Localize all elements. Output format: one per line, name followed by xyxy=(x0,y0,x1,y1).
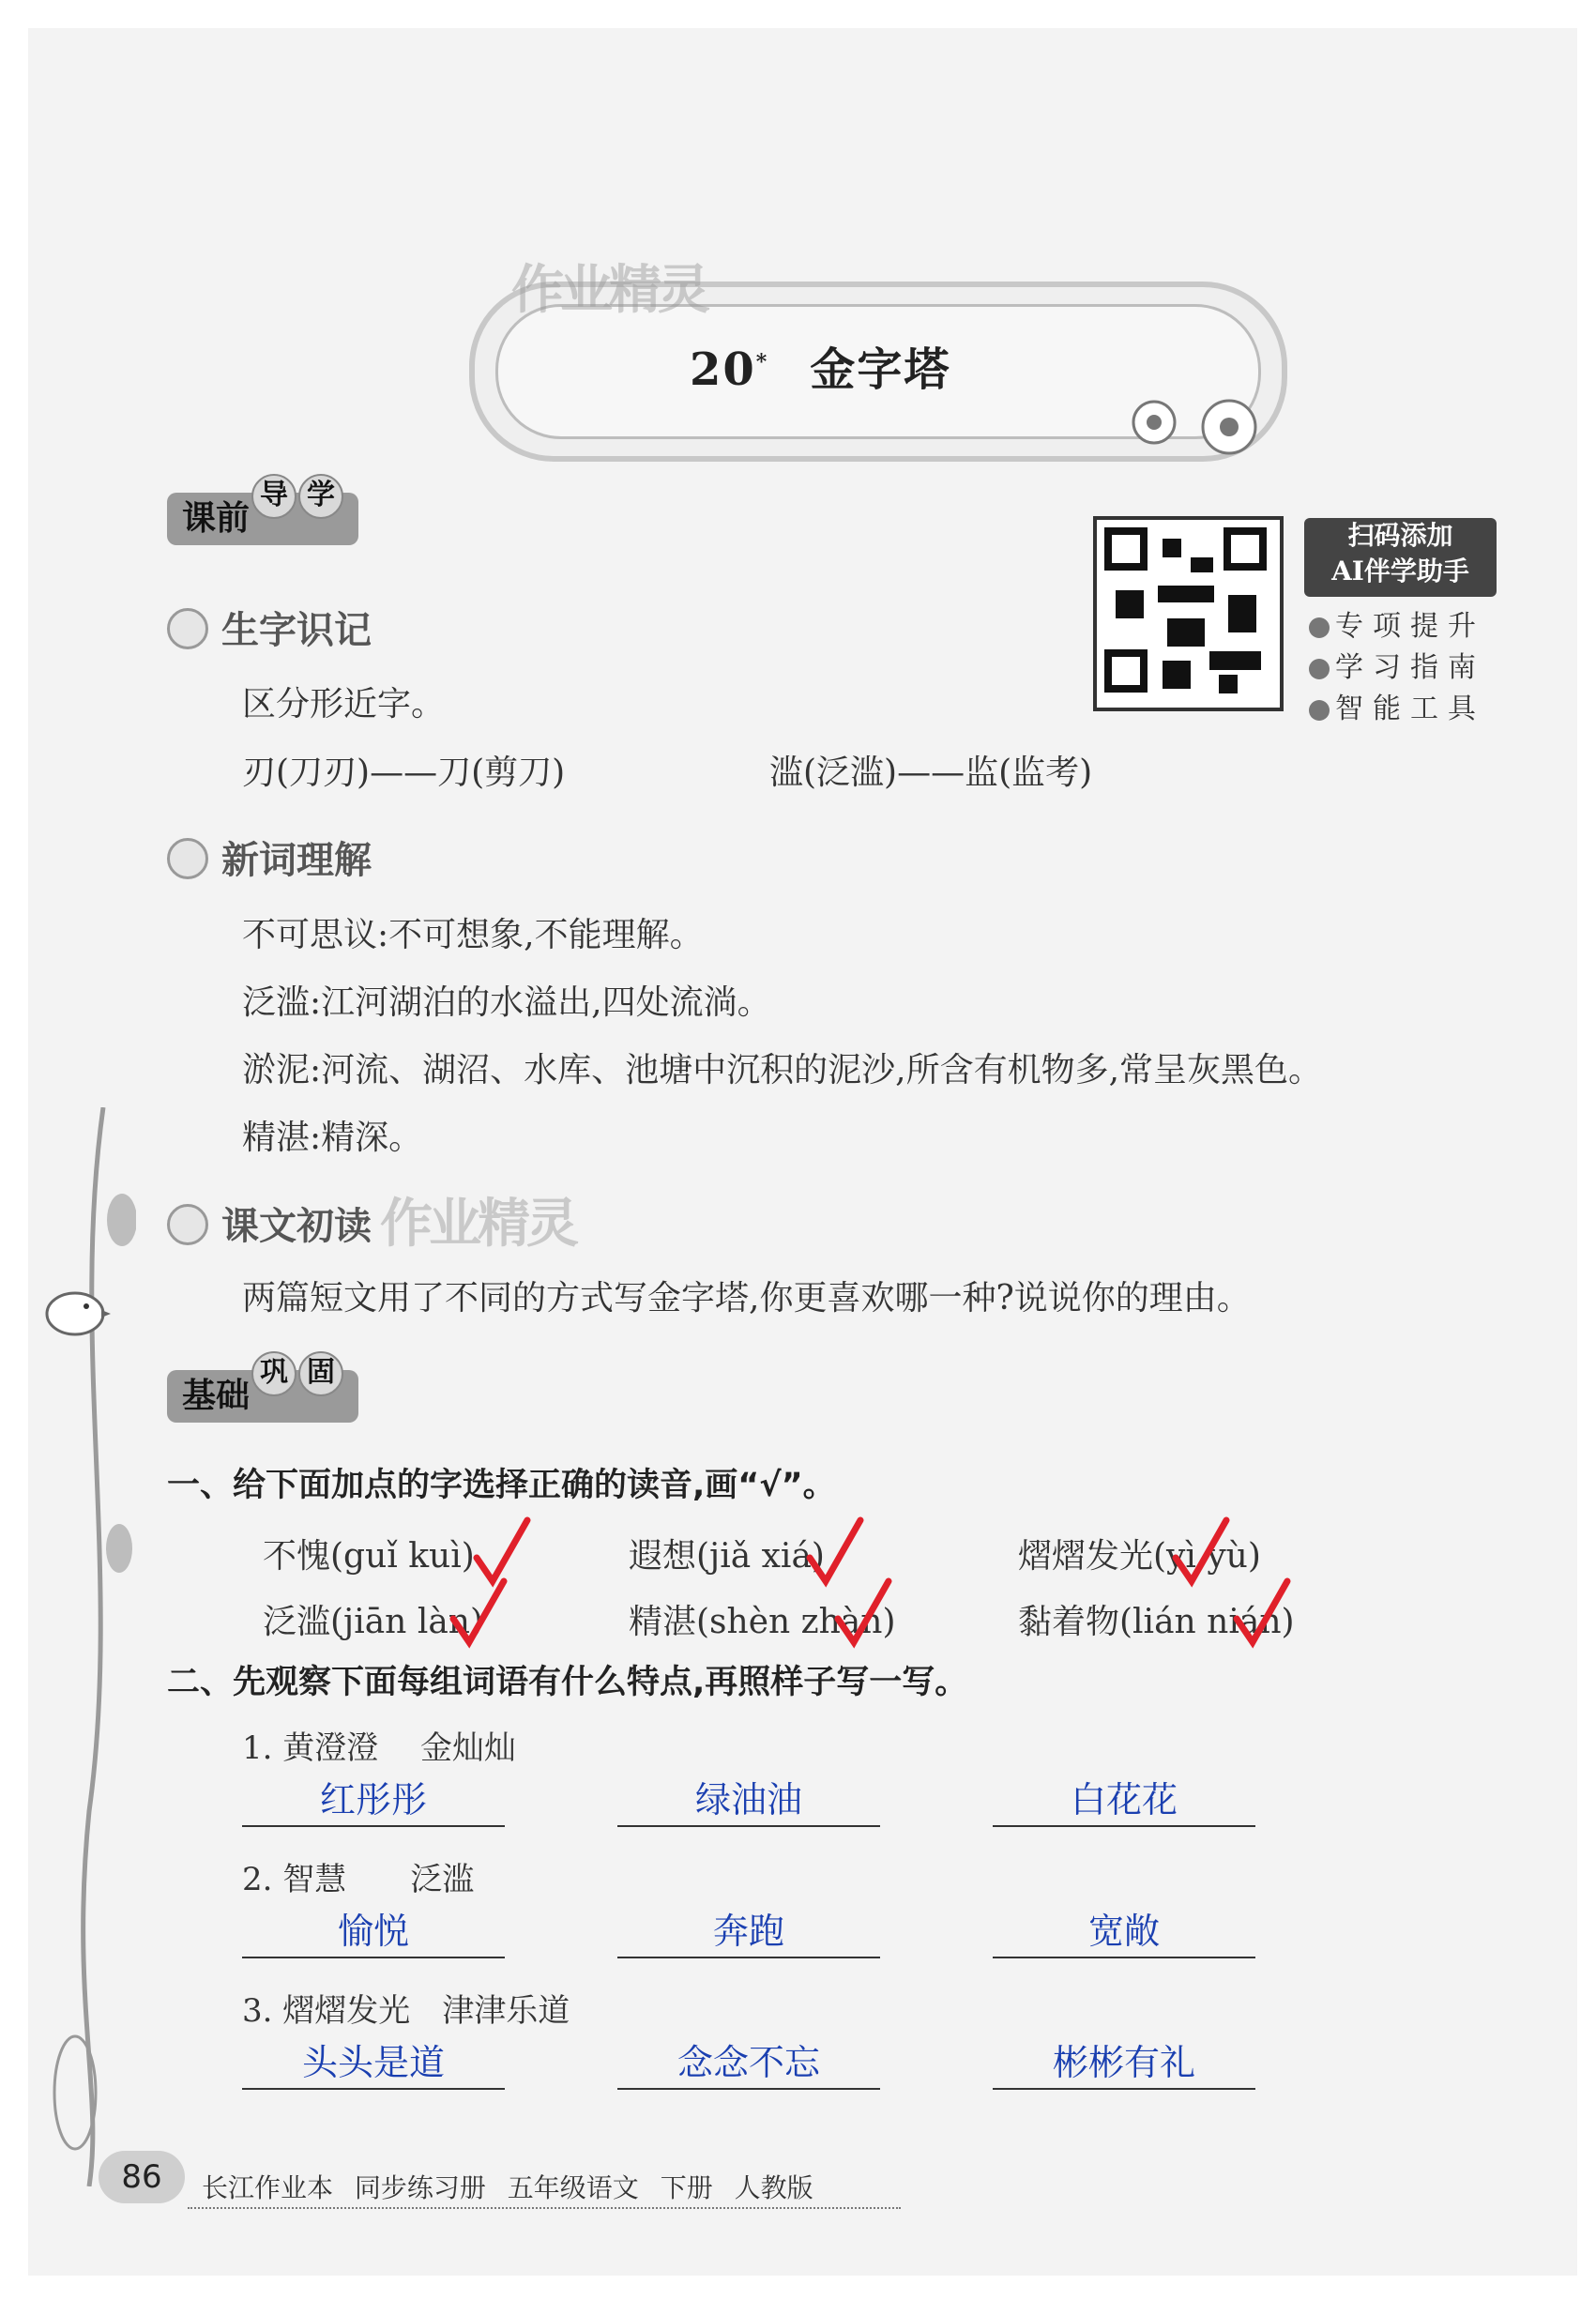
basics-badge-2: 固 xyxy=(298,1351,343,1396)
page-number: 86 xyxy=(99,2151,185,2203)
question-2: 二、先观察下面每组词语有什么特点,再照样子写一写。 xyxy=(167,1664,968,1701)
answer-blank[interactable]: 奔跑 xyxy=(617,1910,880,1958)
definition-line-1: 不可思议:不可想象,不能理解。 xyxy=(242,916,704,954)
section1-intro: 区分形近字。 xyxy=(242,685,446,724)
pre-class-tag-label: 课前 xyxy=(182,499,251,538)
pinyin-item: 精湛(shèn zhàn) xyxy=(629,1603,896,1641)
vine-decoration-icon xyxy=(33,1107,136,2186)
answer-blank[interactable]: 宽敞 xyxy=(993,1910,1255,1958)
definition-line-3: 淤泥:河流、湖沼、水库、池塘中沉积的泥沙,所含有机物多,常呈灰黑色。 xyxy=(242,1051,1323,1089)
section-title-3: 课文初读 xyxy=(167,1196,372,1250)
pre-class-tag xyxy=(167,479,358,545)
pre-class-badge-2: 学 xyxy=(298,474,343,519)
watermark: 作业精灵 xyxy=(511,260,707,321)
check-mark-icon xyxy=(1168,1516,1234,1591)
section-title-2: 新词理解 xyxy=(167,830,372,884)
answer-blank[interactable]: 绿油油 xyxy=(617,1778,880,1827)
definition-line-4: 精湛:精深。 xyxy=(242,1119,423,1157)
qr-label xyxy=(1304,518,1497,597)
check-mark-icon xyxy=(830,1576,896,1652)
pre-class-badge-1: 导 xyxy=(251,474,296,519)
section-title-1: 生字识记 xyxy=(167,601,372,654)
pinyin-item: 泛滥(jiān làn) xyxy=(263,1603,484,1641)
qr-label-line1: 扫码添加 xyxy=(1347,520,1453,551)
section3-line: 两篇短文用了不同的方式写金字塔,你更喜欢哪一种?说说你的理由。 xyxy=(242,1279,1251,1318)
qr-label-line2: AI伴学助手 xyxy=(1331,556,1469,586)
footer-divider xyxy=(188,2207,901,2209)
pinyin-item: 遐想(jiǎ xiá) xyxy=(629,1537,825,1576)
leaf-icon xyxy=(167,608,208,649)
group-2-example: 2. 智慧 泛滥 xyxy=(242,1861,475,1898)
pinyin-item: 不愧(guǐ kuì) xyxy=(263,1537,475,1576)
basics-tag-label: 基础 xyxy=(182,1377,251,1415)
group-3-example: 3. 熠熠发光 津津乐道 xyxy=(242,1992,570,2030)
answer-blank[interactable]: 白花花 xyxy=(993,1778,1255,1827)
lesson-mark: * xyxy=(755,350,769,374)
question-1: 一、给下面加点的字选择正确的读音,画“√”。 xyxy=(167,1467,836,1504)
lesson-title-text: 金字塔 xyxy=(810,343,951,396)
footer-text: 长江作业本 同步练习册 五年级语文 下册 人教版 xyxy=(202,2172,813,2203)
group-1-example: 1. 黄澄澄 金灿灿 xyxy=(242,1729,517,1767)
leaf-icon xyxy=(167,838,208,879)
watermark-2: 作业精灵 xyxy=(380,1194,575,1255)
qr-item-1: 专项提升 xyxy=(1309,602,1485,644)
answer-blank[interactable]: 红彤彤 xyxy=(242,1778,505,1827)
section1-line-a: 刃(刀刃)——刀(剪刀) xyxy=(242,754,566,792)
pinyin-item: 黏着物(lián nián) xyxy=(1018,1603,1295,1641)
basics-badge-1: 巩 xyxy=(251,1351,296,1396)
answer-blank[interactable]: 头头是道 xyxy=(242,2041,505,2090)
check-mark-icon xyxy=(446,1576,511,1652)
answer-blank[interactable]: 念念不忘 xyxy=(617,2041,880,2090)
qr-item-3: 智能工具 xyxy=(1309,685,1485,726)
basics-tag xyxy=(167,1356,358,1423)
check-mark-icon xyxy=(1229,1576,1295,1652)
answer-blank[interactable]: 彬彬有礼 xyxy=(993,2041,1255,2090)
leaf-icon xyxy=(167,1204,208,1245)
definition-line-2: 泛滥:江河湖泊的水溢出,四处流淌。 xyxy=(242,983,771,1022)
flower-decoration-icon xyxy=(1126,385,1276,460)
answer-blank[interactable]: 愉悦 xyxy=(242,1910,505,1958)
qr-item-2: 学习指南 xyxy=(1309,644,1485,685)
lesson-title xyxy=(690,333,950,398)
lesson-number: 20 xyxy=(690,343,756,396)
bird-icon xyxy=(38,1276,113,1342)
qr-code[interactable] xyxy=(1093,516,1284,711)
pinyin-item: 熠熠发光(yì yù) xyxy=(1018,1537,1261,1576)
section1-line-b: 滥(泛滥)——监(监考) xyxy=(769,754,1093,792)
